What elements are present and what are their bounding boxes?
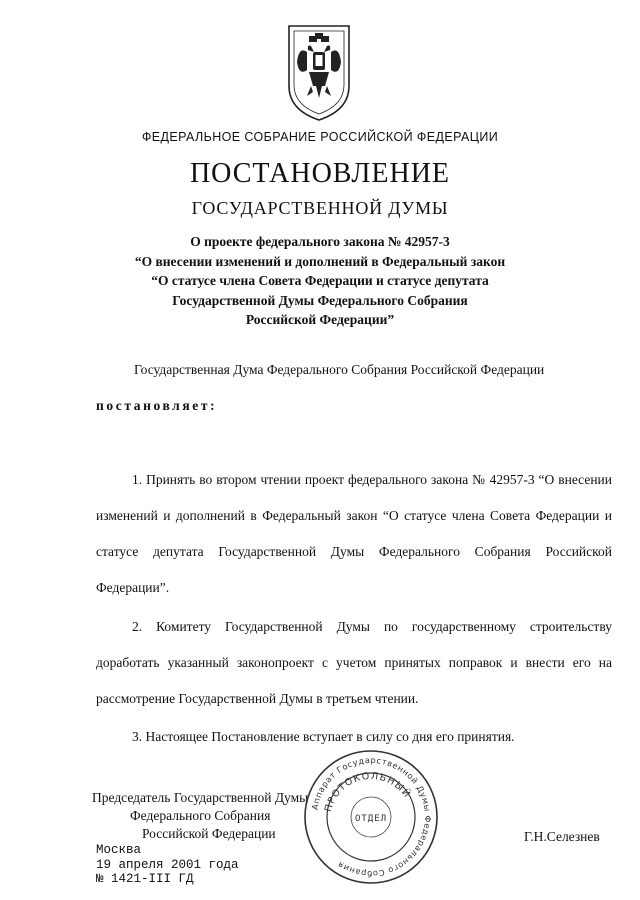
document-subject bbox=[60, 232, 580, 330]
document-title: ПОСТАНОВЛЕНИЕ bbox=[189, 158, 451, 189]
subject-line: Российской Федерации” bbox=[245, 312, 395, 327]
place-and-date bbox=[96, 843, 239, 887]
subject-line: “О внесении изменений и дополнений в Федеральный закон bbox=[134, 253, 506, 269]
organization-name: ФЕДЕРАЛЬНОЕ СОБРАНИЕ РОССИЙСКОЙ ФЕДЕРАЦИИ bbox=[141, 130, 499, 144]
subject-line: О проекте федерального закона № 42957-3 bbox=[190, 234, 450, 249]
document-subtitle: ГОСУДАРСТВЕННОЙ ДУМЫ bbox=[191, 198, 449, 218]
signatory-position bbox=[92, 789, 308, 843]
svg-text:ОТДЕЛ: ОТДЕЛ bbox=[354, 814, 388, 824]
svg-text:Аппарат Государственной Думы Ф: Аппарат Государственной Думы Федерального Собрания bbox=[309, 754, 434, 880]
signatory-name: Г.Н.Селезнев bbox=[524, 829, 600, 844]
paragraph-1 bbox=[96, 462, 612, 606]
city: Москва bbox=[96, 843, 142, 857]
paragraph-text: 3. Настоящее Постановление вступает в силу со дня его принятия. bbox=[132, 729, 515, 744]
position-line: Председатель Государственной Думы bbox=[92, 790, 309, 805]
document-number: № 1421-III ГД bbox=[96, 872, 194, 886]
subject-line: Государственной Думы Федерального Собрания bbox=[172, 292, 468, 308]
russian-coat-of-arms-icon bbox=[285, 22, 353, 122]
round-seal-stamp-icon bbox=[302, 748, 440, 886]
paragraph-text: 2. Комитету Государственной Думы по государственному строительству доработать указанный законопроект с учетом принятых поправок и внести его на рассмотрение Государственной Думы в третьем чтении. bbox=[96, 619, 612, 706]
preamble: Государственная Дума Федерального Собрания Российской Федерации bbox=[134, 362, 545, 377]
subject-line: “О статусе члена Совета Федерации и статусе депутата bbox=[151, 273, 489, 288]
position-line: Федерального Собрания bbox=[130, 808, 271, 823]
date: 19 апреля 2001 года bbox=[96, 857, 239, 872]
decrees-word: постановляет: bbox=[96, 398, 218, 413]
position-line: Российской Федерации bbox=[142, 826, 276, 841]
paragraph-text: 1. Принять во втором чтении проект федерального закона № 42957-3 “О внесении изменений и дополнений в Федеральный закон “О статусе члена Совета Федерации и статусе депутата Государственной Думы Федерального Собрания Российской Федерации”. bbox=[96, 472, 612, 595]
svg-text:ПРОТОКОЛЬНЫЙ: ПРОТОКОЛЬНЫЙ bbox=[322, 770, 413, 814]
paragraph-2 bbox=[96, 609, 612, 717]
